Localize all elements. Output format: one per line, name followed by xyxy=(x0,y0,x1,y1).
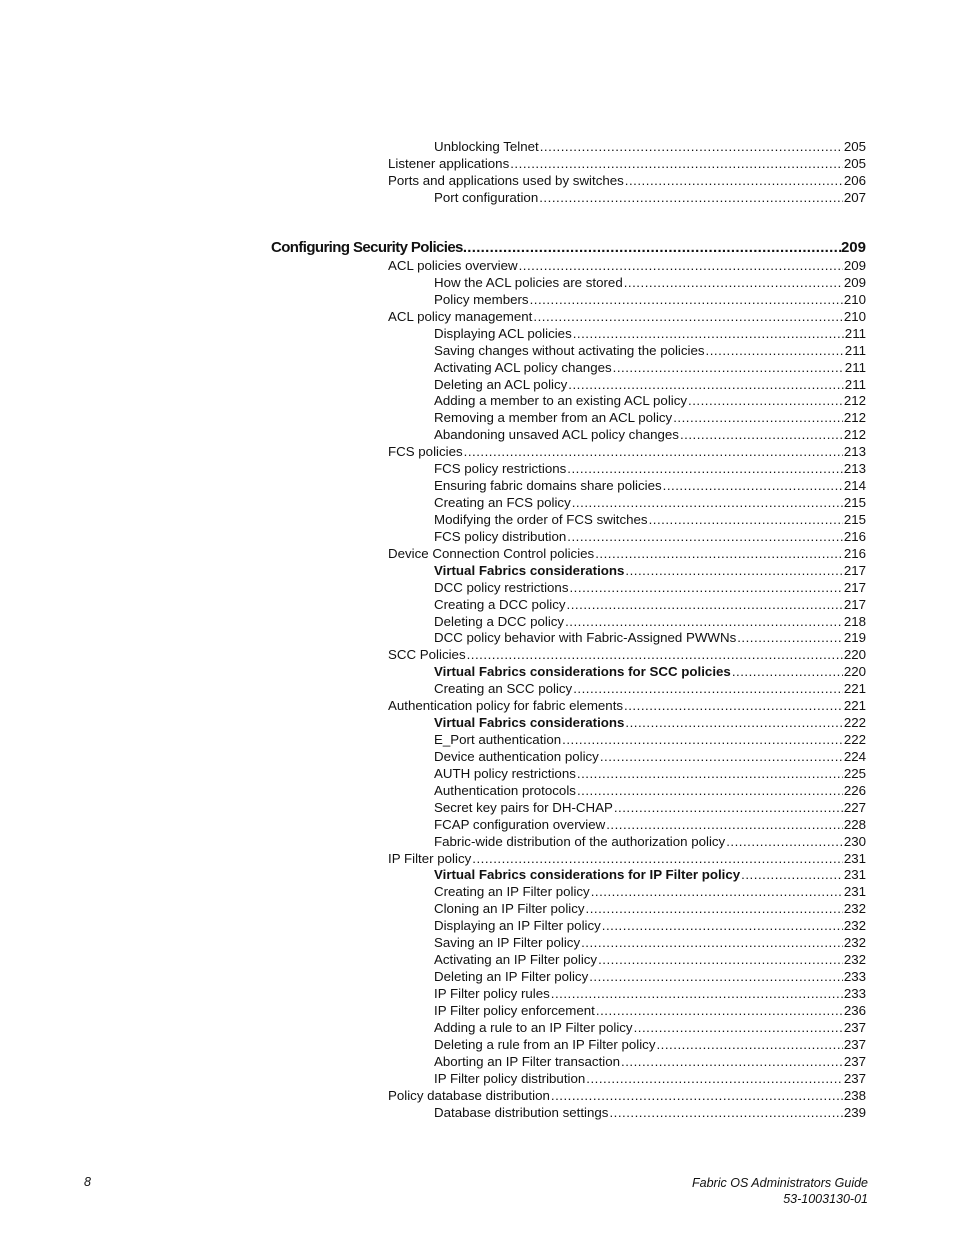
toc-entry-title: FCS policies xyxy=(388,444,463,460)
toc-entry[interactable] xyxy=(434,359,866,376)
toc-entry-title: Device authentication policy xyxy=(434,748,599,764)
toc-entry-title: Unblocking Telnet xyxy=(434,139,539,154)
footer-doc-number: 53-1003130-01 xyxy=(783,1192,868,1206)
dot-leader xyxy=(624,697,843,714)
toc-entry-title: SCC Policies xyxy=(388,647,466,663)
footer-document-info xyxy=(692,1175,868,1207)
toc-entry[interactable] xyxy=(434,765,866,782)
dot-leader xyxy=(595,545,843,562)
toc-entry-page-number: 232 xyxy=(843,935,866,951)
toc-entry-title: Aborting an IP Filter transaction xyxy=(434,1053,621,1069)
toc-entry-title: Ensuring fabric domains share policies xyxy=(434,478,662,494)
toc-entry[interactable] xyxy=(434,816,866,833)
toc-entry-page-number: 237 xyxy=(843,1019,866,1035)
dot-leader xyxy=(634,1019,843,1036)
toc-entry[interactable] xyxy=(434,494,866,511)
dot-leader xyxy=(573,325,844,342)
toc-entry-page-number: 220 xyxy=(843,664,866,680)
dot-leader xyxy=(649,511,843,528)
toc-entry-title: Deleting an ACL policy xyxy=(434,376,568,392)
dot-leader xyxy=(656,1036,842,1053)
chapter-page-number: 209 xyxy=(840,239,866,256)
toc-entry[interactable] xyxy=(434,985,866,1002)
toc-entry-page-number: 238 xyxy=(843,1087,866,1103)
toc-entry-page-number: 217 xyxy=(843,562,866,578)
toc-entry-title: Port configuration xyxy=(434,190,539,205)
dot-leader xyxy=(586,1070,843,1087)
toc-entry-page-number: 226 xyxy=(843,782,866,798)
toc-entry-title: How the ACL policies are stored xyxy=(434,274,623,290)
toc-entry-title: ACL policies overview xyxy=(388,258,518,273)
dot-leader xyxy=(533,308,842,325)
toc-entry[interactable] xyxy=(388,697,866,714)
toc-entry-title: Cloning an IP Filter policy xyxy=(434,901,585,917)
toc-entry-page-number: 230 xyxy=(843,833,866,849)
dot-leader xyxy=(621,1053,843,1070)
toc-entry-page-number: 221 xyxy=(843,681,866,697)
toc-entry-page-number: 213 xyxy=(843,461,866,477)
toc-entry-page-number: 216 xyxy=(843,545,866,561)
toc-entry-page-number: 221 xyxy=(843,698,866,714)
toc-entry[interactable] xyxy=(434,138,866,155)
dot-leader xyxy=(614,799,843,816)
dot-leader xyxy=(625,714,842,731)
toc-entry-title: Authentication protocols xyxy=(434,782,576,798)
dot-leader xyxy=(510,155,843,172)
toc-entry-page-number: 210 xyxy=(843,308,866,324)
dot-leader xyxy=(625,562,842,579)
toc-entry-title: Deleting a DCC policy xyxy=(434,613,565,629)
toc-entry-title: E_Port authentication xyxy=(434,732,562,748)
toc-entry-page-number: 231 xyxy=(843,884,866,900)
toc-entry-page-number: 205 xyxy=(843,156,866,171)
toc-entry[interactable] xyxy=(434,731,866,748)
toc-entry-title: Creating a DCC policy xyxy=(434,596,566,612)
toc-entry-page-number: 231 xyxy=(843,867,866,883)
toc-entry-page-number: 205 xyxy=(843,139,866,154)
toc-entry-page-number: 211 xyxy=(844,359,866,375)
toc-entry-title: Deleting an IP Filter policy xyxy=(434,969,589,985)
toc-entry-title: ACL policy management xyxy=(388,308,533,324)
dot-leader xyxy=(726,833,843,850)
dot-leader xyxy=(586,900,843,917)
toc-entry-page-number: 217 xyxy=(843,596,866,612)
toc-entry-title: FCS policy distribution xyxy=(434,528,567,544)
toc-entry[interactable] xyxy=(388,308,866,325)
dot-leader xyxy=(591,883,843,900)
toc-entry[interactable] xyxy=(434,1019,866,1036)
toc-entry-title: Listener applications xyxy=(388,156,510,171)
toc-entry-title: Activating ACL policy changes xyxy=(434,359,612,375)
toc-entry[interactable] xyxy=(434,1104,866,1121)
toc-entry-page-number: 237 xyxy=(843,1036,866,1052)
toc-entry-page-number: 236 xyxy=(843,1002,866,1018)
dot-leader xyxy=(596,1002,843,1019)
toc-entry-title: Virtual Fabrics considerations xyxy=(434,715,625,731)
toc-entry-title: Secret key pairs for DH-CHAP xyxy=(434,799,613,815)
toc-entry-page-number: 211 xyxy=(844,342,866,358)
toc-entry[interactable] xyxy=(434,376,866,393)
toc-entry-title: IP Filter policy rules xyxy=(434,985,550,1001)
dot-leader xyxy=(737,629,843,646)
toc-entry-page-number: 222 xyxy=(843,715,866,731)
toc-entry[interactable] xyxy=(434,579,866,596)
dot-leader xyxy=(625,172,843,189)
toc-entry-page-number: 210 xyxy=(843,291,866,307)
toc-entry-page-number: 224 xyxy=(843,748,866,764)
dot-leader xyxy=(613,359,844,376)
dot-leader xyxy=(673,409,843,426)
toc-entry[interactable] xyxy=(388,443,866,460)
toc-entry-title: Displaying ACL policies xyxy=(434,325,572,341)
dot-leader xyxy=(567,596,843,613)
toc-chapter-heading[interactable] xyxy=(271,238,866,258)
toc-entry[interactable] xyxy=(434,833,866,850)
toc-entry-page-number: 209 xyxy=(843,258,866,273)
toc-entry-title: Activating an IP Filter policy xyxy=(434,952,598,968)
toc-entry-title: IP Filter policy xyxy=(388,850,472,866)
dot-leader xyxy=(519,257,843,274)
toc-entry-page-number: 212 xyxy=(843,427,866,443)
toc-entry[interactable] xyxy=(434,1002,866,1019)
dot-leader xyxy=(539,189,843,206)
dot-leader xyxy=(569,579,842,596)
toc-entry[interactable] xyxy=(434,883,866,900)
toc-entry-title: Creating an SCC policy xyxy=(434,681,573,697)
chapter-title: Configuring Security Policies xyxy=(271,239,463,256)
toc-entry[interactable] xyxy=(434,528,866,545)
dot-leader xyxy=(572,494,843,511)
toc-entry[interactable] xyxy=(434,799,866,816)
toc-entry-page-number: 212 xyxy=(843,393,866,409)
toc-entry[interactable] xyxy=(434,1036,866,1053)
toc-entry-page-number: 206 xyxy=(843,173,866,188)
dot-leader xyxy=(602,917,843,934)
dot-leader xyxy=(565,613,843,630)
toc-entry-page-number: 220 xyxy=(843,647,866,663)
toc-entry[interactable] xyxy=(388,545,866,562)
toc-entry-page-number: 211 xyxy=(844,376,866,392)
toc-entry-page-number: 207 xyxy=(843,190,866,205)
toc-entry[interactable] xyxy=(434,663,866,680)
dot-leader xyxy=(598,951,843,968)
toc-entry[interactable] xyxy=(434,1053,866,1070)
toc-entry[interactable] xyxy=(434,511,866,528)
dot-leader xyxy=(606,816,843,833)
toc-entry[interactable] xyxy=(434,900,866,917)
dot-leader xyxy=(688,392,843,409)
toc-entry-page-number: 217 xyxy=(843,579,866,595)
toc-entry-title: DCC policy restrictions xyxy=(434,579,569,595)
toc-entry-page-number: 215 xyxy=(843,511,866,527)
toc-entry-page-number: 237 xyxy=(843,1070,866,1086)
toc-entry[interactable] xyxy=(388,850,866,867)
toc-entry-page-number: 222 xyxy=(843,732,866,748)
dot-leader xyxy=(581,934,843,951)
toc-entry-page-number: 231 xyxy=(843,850,866,866)
footer-guide-title: Fabric OS Administrators Guide xyxy=(692,1176,868,1190)
toc-entry[interactable] xyxy=(388,1087,866,1104)
toc-entry-title: Removing a member from an ACL policy xyxy=(434,410,673,426)
toc-entry[interactable] xyxy=(434,748,866,765)
toc-entry-page-number: 232 xyxy=(843,952,866,968)
toc-entry-page-number: 239 xyxy=(843,1104,866,1120)
toc-entry-page-number: 228 xyxy=(843,816,866,832)
toc-entry[interactable] xyxy=(434,274,866,291)
toc-entry-title: Policy members xyxy=(434,291,529,307)
toc-entry[interactable] xyxy=(434,917,866,934)
toc-entry-page-number: 227 xyxy=(843,799,866,815)
dot-leader xyxy=(732,663,843,680)
toc-entry-page-number: 212 xyxy=(843,410,866,426)
toc-entry-title: Fabric-wide distribution of the authorization policy xyxy=(434,833,726,849)
toc-entry[interactable] xyxy=(434,189,866,206)
toc-entry-title: Creating an IP Filter policy xyxy=(434,884,590,900)
toc-entry[interactable] xyxy=(434,325,866,342)
toc-entry[interactable] xyxy=(434,460,866,477)
toc-entry[interactable] xyxy=(434,613,866,630)
dot-leader xyxy=(706,342,844,359)
dot-leader xyxy=(577,765,843,782)
dot-leader xyxy=(567,460,843,477)
toc-entry[interactable] xyxy=(434,934,866,951)
toc-entry-page-number: 232 xyxy=(843,901,866,917)
toc-entry[interactable] xyxy=(388,172,866,189)
toc-entry-title: FCS policy restrictions xyxy=(434,461,567,477)
dot-leader xyxy=(600,748,843,765)
toc-entry-page-number: 215 xyxy=(843,495,866,511)
toc-entry-title: IP Filter policy distribution xyxy=(434,1070,586,1086)
toc-entry-page-number: 219 xyxy=(843,630,866,646)
toc-entry[interactable] xyxy=(434,596,866,613)
toc-entry-title: Authentication policy for fabric elements xyxy=(388,698,624,714)
dot-leader xyxy=(463,238,841,258)
toc-entry-page-number: 233 xyxy=(843,985,866,1001)
toc-entry[interactable] xyxy=(434,426,866,443)
toc-entry[interactable] xyxy=(434,342,866,359)
toc-entry-title: Saving changes without activating the policies xyxy=(434,342,705,358)
dot-leader xyxy=(467,646,843,663)
toc-entry[interactable] xyxy=(434,409,866,426)
footer-page-number: 8 xyxy=(84,1175,91,1189)
toc-entry-title: Displaying an IP Filter policy xyxy=(434,918,601,934)
toc-entry-page-number: 233 xyxy=(843,969,866,985)
toc-entry[interactable] xyxy=(434,392,866,409)
toc-entry-page-number: 232 xyxy=(843,918,866,934)
toc-entry[interactable] xyxy=(434,477,866,494)
dot-leader xyxy=(589,968,843,985)
dot-leader xyxy=(568,376,844,393)
toc-entry-title: DCC policy behavior with Fabric-Assigned PWWNs xyxy=(434,630,737,646)
toc-entry-title: Virtual Fabrics considerations for SCC policies xyxy=(434,664,731,680)
toc-entry-title: Adding a member to an existing ACL policy xyxy=(434,393,688,409)
dot-leader xyxy=(663,477,843,494)
toc-entry-page-number: 218 xyxy=(843,613,866,629)
dot-leader xyxy=(609,1104,842,1121)
dot-leader xyxy=(464,443,843,460)
toc-entry[interactable] xyxy=(434,291,866,308)
dot-leader xyxy=(680,426,843,443)
toc-entry-title: Virtual Fabrics considerations for IP Filter policy xyxy=(434,867,741,883)
toc-entry-title: FCAP configuration overview xyxy=(434,816,606,832)
toc-entry[interactable] xyxy=(434,562,866,579)
toc-entry-page-number: 213 xyxy=(843,444,866,460)
toc-entry-title: Policy database distribution xyxy=(388,1087,550,1103)
toc-entry-title: IP Filter policy enforcement xyxy=(434,1002,595,1018)
dot-leader xyxy=(551,985,843,1002)
toc-entry-title: Virtual Fabrics considerations xyxy=(434,562,625,578)
toc-entry-page-number: 209 xyxy=(843,274,866,290)
toc-entry[interactable] xyxy=(388,257,866,274)
toc-entry-page-number: 211 xyxy=(844,325,866,341)
toc-entry[interactable] xyxy=(434,1070,866,1087)
toc-entry[interactable] xyxy=(434,714,866,731)
toc-entry-title: Abandoning unsaved ACL policy changes xyxy=(434,427,679,443)
dot-leader xyxy=(567,528,843,545)
dot-leader xyxy=(741,866,843,883)
toc-entry-page-number: 216 xyxy=(843,528,866,544)
toc-entry-title: Deleting a rule from an IP Filter policy xyxy=(434,1036,656,1052)
toc-entry[interactable] xyxy=(434,968,866,985)
toc-entry-title: Modifying the order of FCS switches xyxy=(434,511,648,527)
toc-entry[interactable] xyxy=(434,629,866,646)
toc-entry-title: Ports and applications used by switches xyxy=(388,173,624,188)
toc-entry-title: Database distribution settings xyxy=(434,1104,609,1120)
dot-leader xyxy=(573,680,843,697)
toc-entry-title: Creating an FCS policy xyxy=(434,495,571,511)
toc-entry-title: Saving an IP Filter policy xyxy=(434,935,581,951)
toc-entry[interactable] xyxy=(434,866,866,883)
toc-entry-page-number: 214 xyxy=(843,478,866,494)
toc-entry[interactable] xyxy=(434,782,866,799)
toc-entry-page-number: 225 xyxy=(843,765,866,781)
toc-entry-page-number: 237 xyxy=(843,1053,866,1069)
dot-leader xyxy=(551,1087,843,1104)
toc-entry-title: AUTH policy restrictions xyxy=(434,765,576,781)
dot-leader xyxy=(577,782,843,799)
toc-entry-title: Adding a rule to an IP Filter policy xyxy=(434,1019,633,1035)
dot-leader xyxy=(562,731,843,748)
toc-entry[interactable] xyxy=(434,951,866,968)
toc-entry-title: Device Connection Control policies xyxy=(388,545,595,561)
dot-leader xyxy=(530,291,843,308)
dot-leader xyxy=(540,138,843,155)
dot-leader xyxy=(624,274,843,291)
dot-leader xyxy=(472,850,843,867)
toc-entry[interactable] xyxy=(388,155,866,172)
toc-entry[interactable] xyxy=(434,680,866,697)
toc-entry[interactable] xyxy=(388,646,866,663)
